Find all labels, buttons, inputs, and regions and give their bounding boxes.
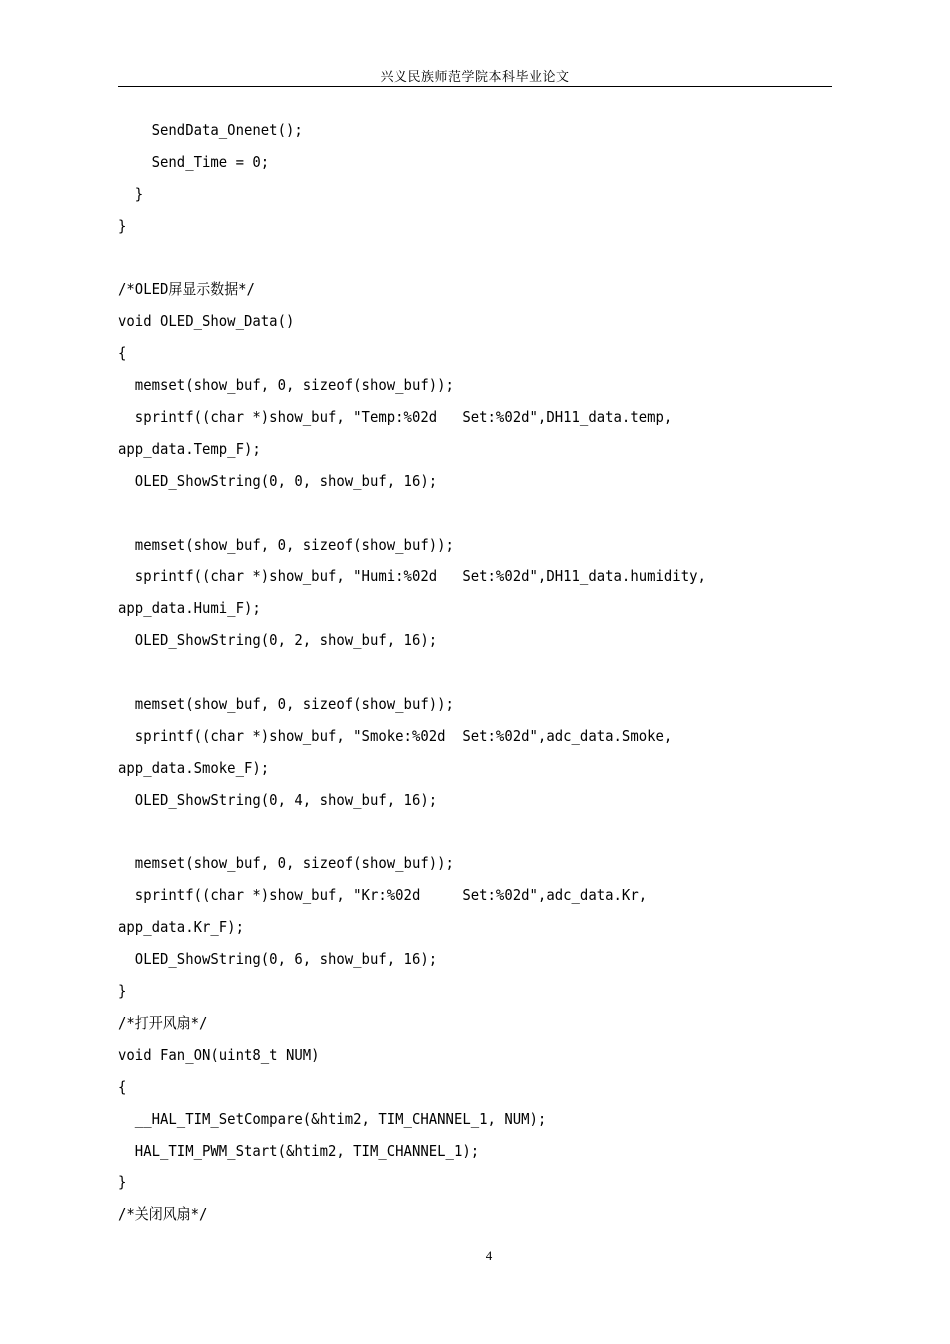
code-line: app_data.Temp_F); bbox=[118, 439, 261, 458]
code-line: } bbox=[118, 1173, 127, 1192]
code-line: app_data.Kr_F); bbox=[118, 918, 244, 937]
code-line: void Fan_ON(uint8_t NUM) bbox=[118, 1045, 320, 1064]
header-rule bbox=[118, 86, 832, 87]
code-line: memset(show_buf, 0, sizeof(show_buf)); bbox=[118, 695, 454, 714]
code-line: } bbox=[118, 184, 144, 203]
code-line: Send_Time = 0; bbox=[118, 152, 270, 171]
code-line: sprintf((char *)show_buf, "Humi:%02d Set:%02d",DH11_data.humidity, bbox=[118, 567, 706, 586]
code-line: app_data.Humi_F); bbox=[118, 599, 261, 618]
code-line: memset(show_buf, 0, sizeof(show_buf)); bbox=[118, 854, 454, 873]
page-header-title: 兴义民族师范学院本科毕业论文 bbox=[380, 70, 570, 85]
page-number: 4 bbox=[485, 1248, 493, 1263]
code-line: OLED_ShowString(0, 2, show_buf, 16); bbox=[118, 631, 438, 650]
code-line: sprintf((char *)show_buf, "Smoke:%02d Set:%02d",adc_data.Smoke, bbox=[118, 726, 673, 745]
code-listing bbox=[118, 115, 832, 1231]
code-line bbox=[118, 243, 782, 275]
code-line bbox=[118, 498, 782, 530]
code-line bbox=[118, 817, 782, 849]
code-line: memset(show_buf, 0, sizeof(show_buf)); bbox=[118, 376, 454, 395]
code-line: /*打开风扇*/ bbox=[118, 1013, 208, 1032]
code-line: /*关闭风扇*/ bbox=[118, 1205, 208, 1224]
code-line: { bbox=[118, 1077, 127, 1096]
code-line: OLED_ShowString(0, 6, show_buf, 16); bbox=[118, 950, 438, 969]
code-line: void OLED_Show_Data() bbox=[118, 312, 295, 331]
code-line: sprintf((char *)show_buf, "Kr:%02d Set:%02d",adc_data.Kr, bbox=[118, 886, 648, 905]
code-line: HAL_TIM_PWM_Start(&htim2, TIM_CHANNEL_1); bbox=[118, 1141, 480, 1160]
code-line bbox=[118, 657, 782, 689]
code-line: OLED_ShowString(0, 0, show_buf, 16); bbox=[118, 471, 438, 490]
code-line: memset(show_buf, 0, sizeof(show_buf)); bbox=[118, 535, 454, 554]
code-line: OLED_ShowString(0, 4, show_buf, 16); bbox=[118, 790, 438, 809]
code-line: } bbox=[118, 982, 127, 1001]
code-line: __HAL_TIM_SetCompare(&htim2, TIM_CHANNEL_1, NUM); bbox=[118, 1109, 547, 1128]
code-line: SendData_Onenet(); bbox=[118, 121, 303, 139]
code-line: app_data.Smoke_F); bbox=[118, 758, 270, 777]
code-line: /*OLED屏显示数据*/ bbox=[118, 280, 255, 299]
code-line: sprintf((char *)show_buf, "Temp:%02d Set:%02d",DH11_data.temp, bbox=[118, 408, 673, 427]
code-line: } bbox=[118, 216, 127, 235]
code-line: { bbox=[118, 344, 127, 363]
